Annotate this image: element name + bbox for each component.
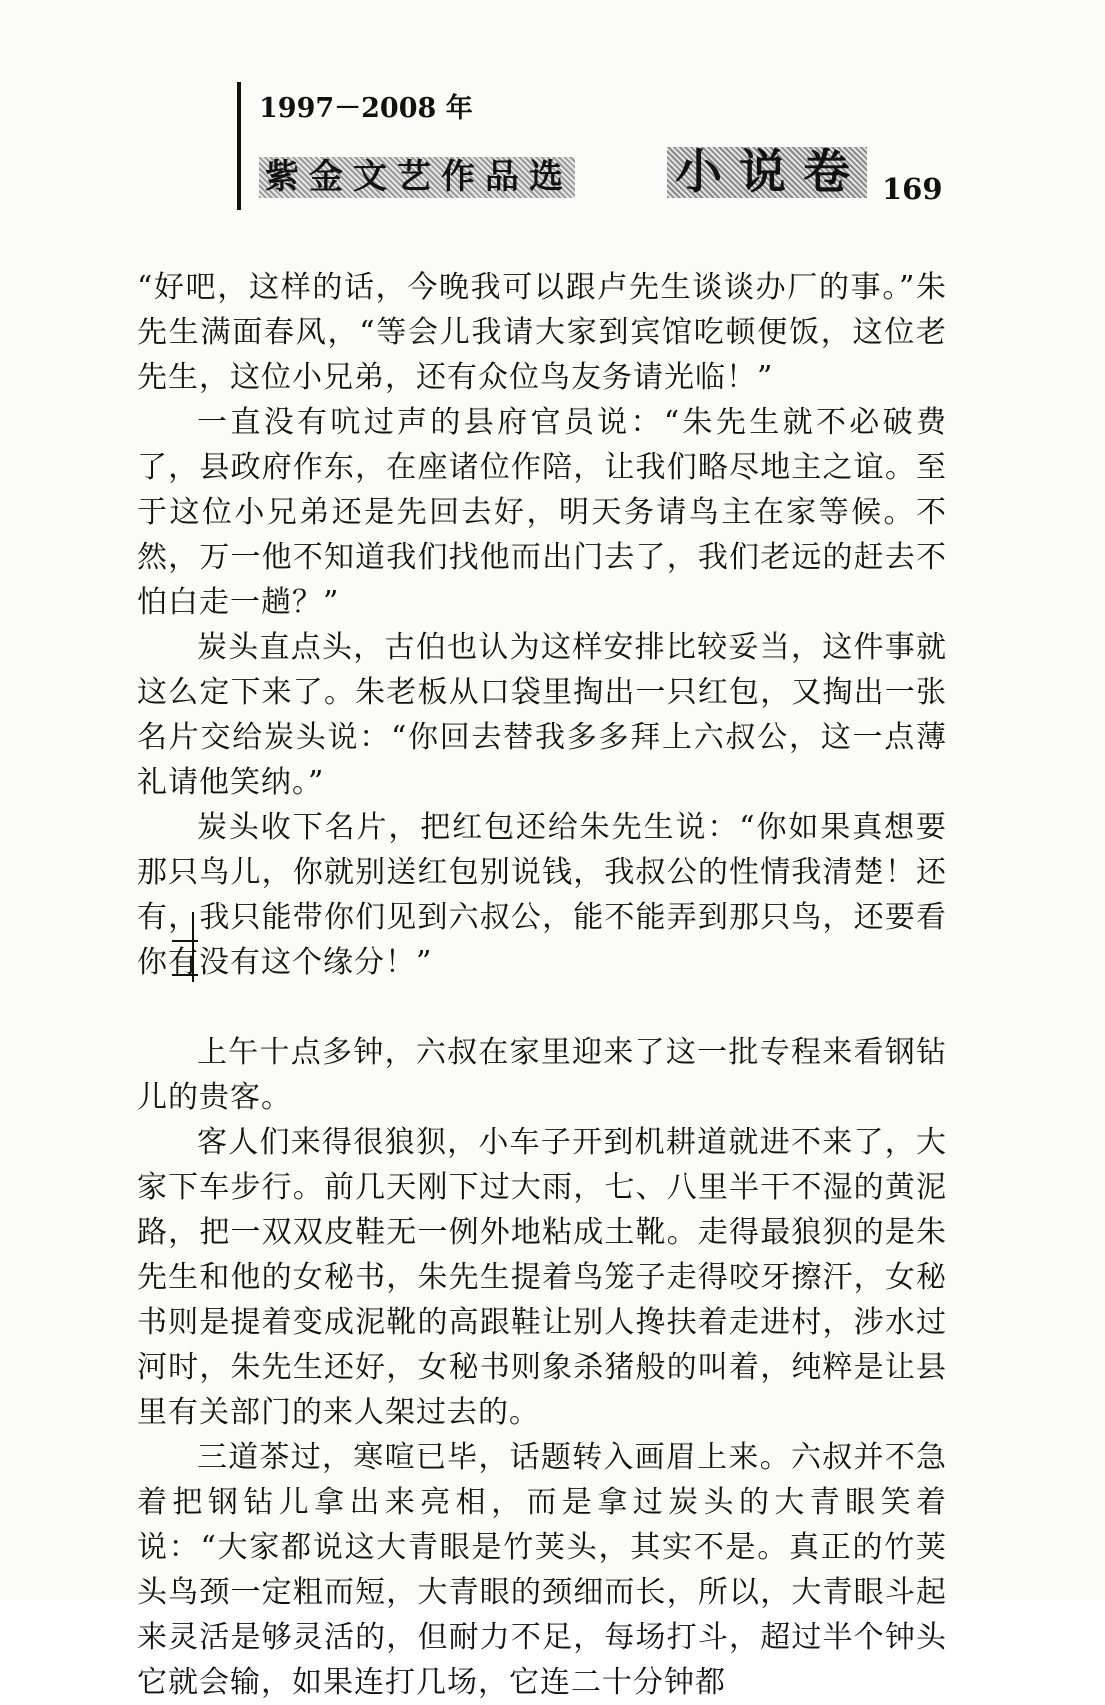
paragraph-3: 炭头直点头，古伯也认为这样安排比较妥当，这件事就这么定下来了。朱老板从口袋里掏出一只红包，又掏出一张名片交给炭头说：“你回去替我多多拜上六叔公，这一点薄礼请他笑纳。” [137, 630, 947, 800]
page-number: 169 [882, 172, 943, 206]
header-volume-title: 小说卷 [667, 147, 867, 198]
paragraph-5: 上午十点多钟，六叔在家里迎来了这一批专程来看钢钻儿的贵客。 [137, 1035, 947, 1115]
header-years: 1997－2008 年 [259, 93, 473, 124]
running-header [237, 82, 977, 212]
paragraph-6: 客人们来得很狼狈，小车子开到机耕道就进不来了，大家下车步行。前几天刚下过大雨，七、八里半干不湿的黄泥路，把一双双皮鞋无一例外地粘成土靴。走得最狼狈的是朱先生和他的女秘书，朱先生提着鸟笼子走得咬牙擦汗，女秘书则是提着变成泥靴的高跟鞋让别人搀扶着走进村，涉水过河时，朱先生还好，女秘书则象杀猪般的叫着，纯粹是让县里有关部门的来人架过去的。 [137, 1125, 947, 1430]
paragraph-1: “好吧，这样的话，今晚我可以跟卢先生谈谈办厂的事。”朱先生满面春风，“等会儿我请大家到宾馆吃顿便饭，这位老先生，这位小兄弟，还有众位鸟友务请光临！” [137, 270, 947, 395]
paragraph-4: 炭头收下名片，把红包还给朱先生说：“你如果真想要那只鸟儿，你就别送红包别说钱，我叔公的性情我清楚！还有，我只能带你们见到六叔公，能不能弄到那只鸟，还要看你有没有这个缘分！” [137, 810, 947, 980]
paragraph-7: 三道茶过，寒喧已毕，话题转入画眉上来。六叔并不急着把钢钻儿拿出来亮相，而是拿过炭头的大青眼笑着说：“大家都说这大青眼是竹荚头，其实不是。真正的竹荚头鸟颈一定粗而短，大青眼的颈细而长，所以，大青眼斗起来灵活是够灵活的，但耐力不足，每场打斗，超过半个钟头它就会输，如果连打几场，它连二十分钟都 [137, 1440, 947, 1700]
body-text [137, 265, 947, 1705]
header-series-title: 紫金文艺作品选 [259, 157, 575, 198]
header-vertical-rule [237, 82, 241, 210]
paragraph-2: 一直没有吭过声的县府官员说：“朱先生就不必破费了，县政府作东，在座诸位作陪，让我们略尽地主之谊。至于这位小兄弟还是先回去好，明天务请鸟主在家等候。不然，万一他不知道我们找他而出门去了，我们老远的赶去不怕白走一趟？” [137, 405, 947, 620]
